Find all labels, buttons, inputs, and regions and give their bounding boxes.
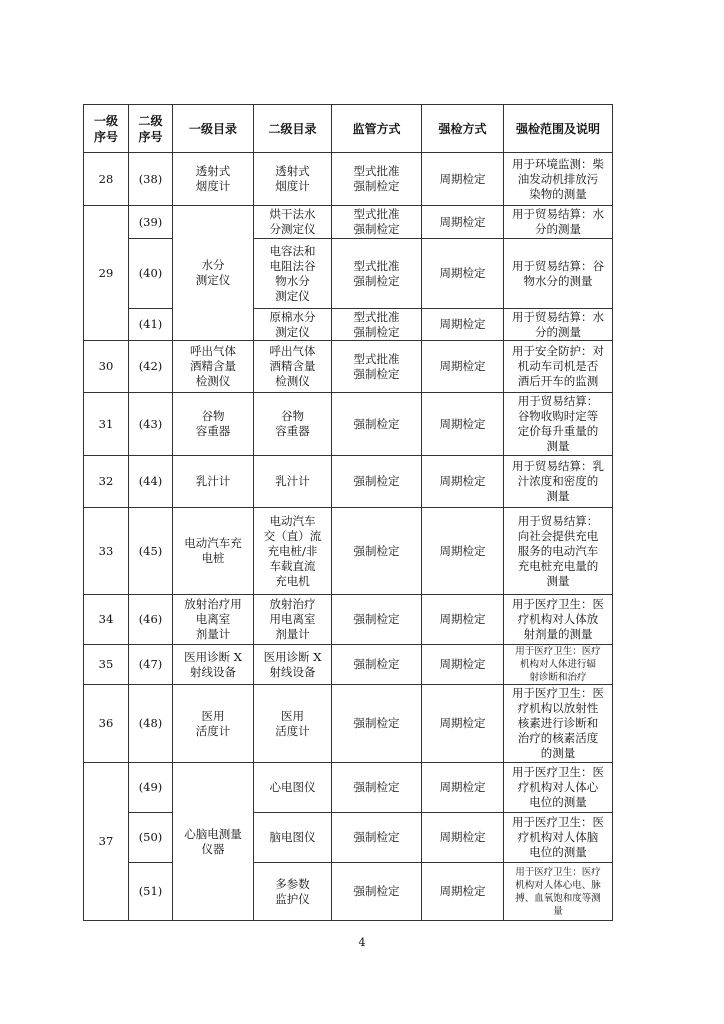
level2-seq-cell: (44)	[129, 456, 173, 508]
level1-seq-cell: 34	[84, 595, 129, 645]
level2-catalog-cell: 心电图仪	[254, 763, 332, 813]
table-row	[84, 508, 613, 595]
scope-description-cell: 用于贸易结算： 谷物收购时定等 定价每升重量的 测量	[504, 393, 613, 456]
supervision-mode-cell: 强制检定	[332, 813, 422, 863]
level2-catalog-cell: 乳汁计	[254, 456, 332, 508]
inspection-mode-cell: 周期检定	[422, 813, 504, 863]
scope-description-cell: 用于医疗卫生：医 疗机构对人体放 射剂量的测量	[504, 595, 613, 645]
inspection-mode-cell: 周期检定	[422, 393, 504, 456]
table-row	[84, 456, 613, 508]
scope-description-cell: 用于医疗卫生：医 疗机构对人体心 电位的测量	[504, 763, 613, 813]
level1-catalog-cell: 医用诊断 X 射线设备	[173, 645, 254, 685]
inspection-mode-cell: 周期检定	[422, 508, 504, 595]
level1-seq-cell: 37	[84, 763, 129, 921]
level1-catalog-cell: 水分 测定仪	[173, 206, 254, 341]
level1-seq-cell: 35	[84, 645, 129, 685]
level1-catalog-cell: 谷物 容重器	[173, 393, 254, 456]
table-row	[84, 341, 613, 393]
table-row	[84, 595, 613, 645]
inspection-mode-cell: 周期检定	[422, 456, 504, 508]
scope-description-cell: 用于医疗卫生：医疗 机构对人体进行辐 射诊断和治疗	[504, 645, 613, 685]
level1-catalog-cell: 心脑电测量 仪器	[173, 763, 254, 921]
level1-seq-cell: 32	[84, 456, 129, 508]
table-row	[84, 763, 613, 813]
scope-description-cell: 用于环境监测：柴 油发动机排放污 染物的测量	[504, 153, 613, 206]
level2-seq-cell: (50)	[129, 813, 173, 863]
inspection-mode-cell: 周期检定	[422, 763, 504, 813]
level2-catalog-cell: 医用 活度计	[254, 685, 332, 763]
scope-description-cell: 用于贸易结算：水 分的测量	[504, 206, 613, 239]
table-row	[84, 153, 613, 206]
level1-catalog-cell: 放射治疗用 电离室 剂量计	[173, 595, 254, 645]
table-body	[84, 153, 613, 921]
level1-seq-cell: 28	[84, 153, 129, 206]
table-row	[84, 645, 613, 685]
inspection-mode-cell: 周期检定	[422, 239, 504, 309]
header-cell: 强检范围及说明	[504, 105, 613, 153]
level2-catalog-cell: 谷物 容重器	[254, 393, 332, 456]
header-cell: 二级目录	[254, 105, 332, 153]
level1-seq-cell: 36	[84, 685, 129, 763]
inspection-mode-cell: 周期检定	[422, 595, 504, 645]
level1-catalog-cell: 电动汽车充 电桩	[173, 508, 254, 595]
header-cell: 二级 序号	[129, 105, 173, 153]
level1-catalog-cell: 乳汁计	[173, 456, 254, 508]
level2-catalog-cell: 原棉水分 测定仪	[254, 309, 332, 341]
level2-catalog-cell: 烘干法水 分测定仪	[254, 206, 332, 239]
header-row	[84, 105, 613, 153]
level2-catalog-cell: 放射治疗 用电离室 剂量计	[254, 595, 332, 645]
inspection-mode-cell: 周期检定	[422, 341, 504, 393]
level1-catalog-cell: 呼出气体 酒精含量 检测仪	[173, 341, 254, 393]
header-cell: 监管方式	[332, 105, 422, 153]
inspection-mode-cell: 周期检定	[422, 206, 504, 239]
level1-seq-cell: 33	[84, 508, 129, 595]
header-cell: 强检方式	[422, 105, 504, 153]
header-cell: 一级目录	[173, 105, 254, 153]
table-row	[84, 206, 613, 239]
inspection-mode-cell: 周期检定	[422, 863, 504, 921]
level1-seq-cell: 31	[84, 393, 129, 456]
level2-seq-cell: (48)	[129, 685, 173, 763]
header-cell: 一级 序号	[84, 105, 129, 153]
table-row	[84, 239, 613, 309]
level2-catalog-cell: 脑电图仪	[254, 813, 332, 863]
supervision-mode-cell: 型式批准 强制检定	[332, 206, 422, 239]
level2-catalog-cell: 呼出气体 酒精含量 检测仪	[254, 341, 332, 393]
level2-catalog-cell: 透射式 烟度计	[254, 153, 332, 206]
supervision-mode-cell: 强制检定	[332, 393, 422, 456]
table-row	[84, 309, 613, 341]
scope-description-cell: 用于贸易结算：水 分的测量	[504, 309, 613, 341]
scope-description-cell: 用于贸易结算：乳 汁浓度和密度的 测量	[504, 456, 613, 508]
level2-catalog-cell: 医用诊断 X 射线设备	[254, 645, 332, 685]
table-row	[84, 813, 613, 863]
supervision-mode-cell: 强制检定	[332, 863, 422, 921]
level1-seq-cell: 29	[84, 206, 129, 341]
page-number: 4	[358, 936, 366, 949]
level2-seq-cell: (51)	[129, 863, 173, 921]
inspection-mode-cell: 周期检定	[422, 645, 504, 685]
scope-description-cell: 用于贸易结算：谷 物水分的测量	[504, 239, 613, 309]
supervision-mode-cell: 强制检定	[332, 456, 422, 508]
supervision-mode-cell: 型式批准 强制检定	[332, 153, 422, 206]
level2-seq-cell: (49)	[129, 763, 173, 813]
supervision-mode-cell: 型式批准 强制检定	[332, 309, 422, 341]
table-row	[84, 685, 613, 763]
inspection-mode-cell: 周期检定	[422, 309, 504, 341]
supervision-mode-cell: 强制检定	[332, 595, 422, 645]
level1-catalog-cell: 医用 活度计	[173, 685, 254, 763]
supervision-mode-cell: 型式批准 强制检定	[332, 341, 422, 393]
level2-catalog-cell: 电动汽车 交（直）流 充电桩/非 车载直流 充电机	[254, 508, 332, 595]
level2-seq-cell: (39)	[129, 206, 173, 239]
level2-catalog-cell: 电容法和 电阻法谷 物水分 测定仪	[254, 239, 332, 309]
scope-description-cell: 用于安全防护：对 机动车司机是否 酒后开车的监测	[504, 341, 613, 393]
level2-seq-cell: (42)	[129, 341, 173, 393]
level2-catalog-cell: 多参数 监护仪	[254, 863, 332, 921]
scope-description-cell: 用于医疗卫生：医 疗机构对人体脑 电位的测量	[504, 813, 613, 863]
level2-seq-cell: (43)	[129, 393, 173, 456]
inspection-mode-cell: 周期检定	[422, 153, 504, 206]
scope-description-cell: 用于医疗卫生：医疗 机构对人体心电、脉 搏、血氧饱和度等测 量	[504, 863, 613, 921]
level2-seq-cell: (40)	[129, 239, 173, 309]
table-row	[84, 863, 613, 921]
level1-seq-cell: 30	[84, 341, 129, 393]
supervision-mode-cell: 强制检定	[332, 645, 422, 685]
level2-seq-cell: (41)	[129, 309, 173, 341]
supervision-mode-cell: 强制检定	[332, 508, 422, 595]
table-row	[84, 393, 613, 456]
supervision-mode-cell: 型式批准 强制检定	[332, 239, 422, 309]
supervision-mode-cell: 强制检定	[332, 685, 422, 763]
metrology-catalog-table	[83, 104, 613, 921]
level1-catalog-cell: 透射式 烟度计	[173, 153, 254, 206]
level2-seq-cell: (45)	[129, 508, 173, 595]
scope-description-cell: 用于贸易结算： 向社会提供充电 服务的电动汽车 充电桩充电量的 测量	[504, 508, 613, 595]
level2-seq-cell: (47)	[129, 645, 173, 685]
level2-seq-cell: (46)	[129, 595, 173, 645]
level2-seq-cell: (38)	[129, 153, 173, 206]
scope-description-cell: 用于医疗卫生：医 疗机构以放射性 核素进行诊断和 治疗的核素活度 的测量	[504, 685, 613, 763]
supervision-mode-cell: 强制检定	[332, 763, 422, 813]
inspection-mode-cell: 周期检定	[422, 685, 504, 763]
